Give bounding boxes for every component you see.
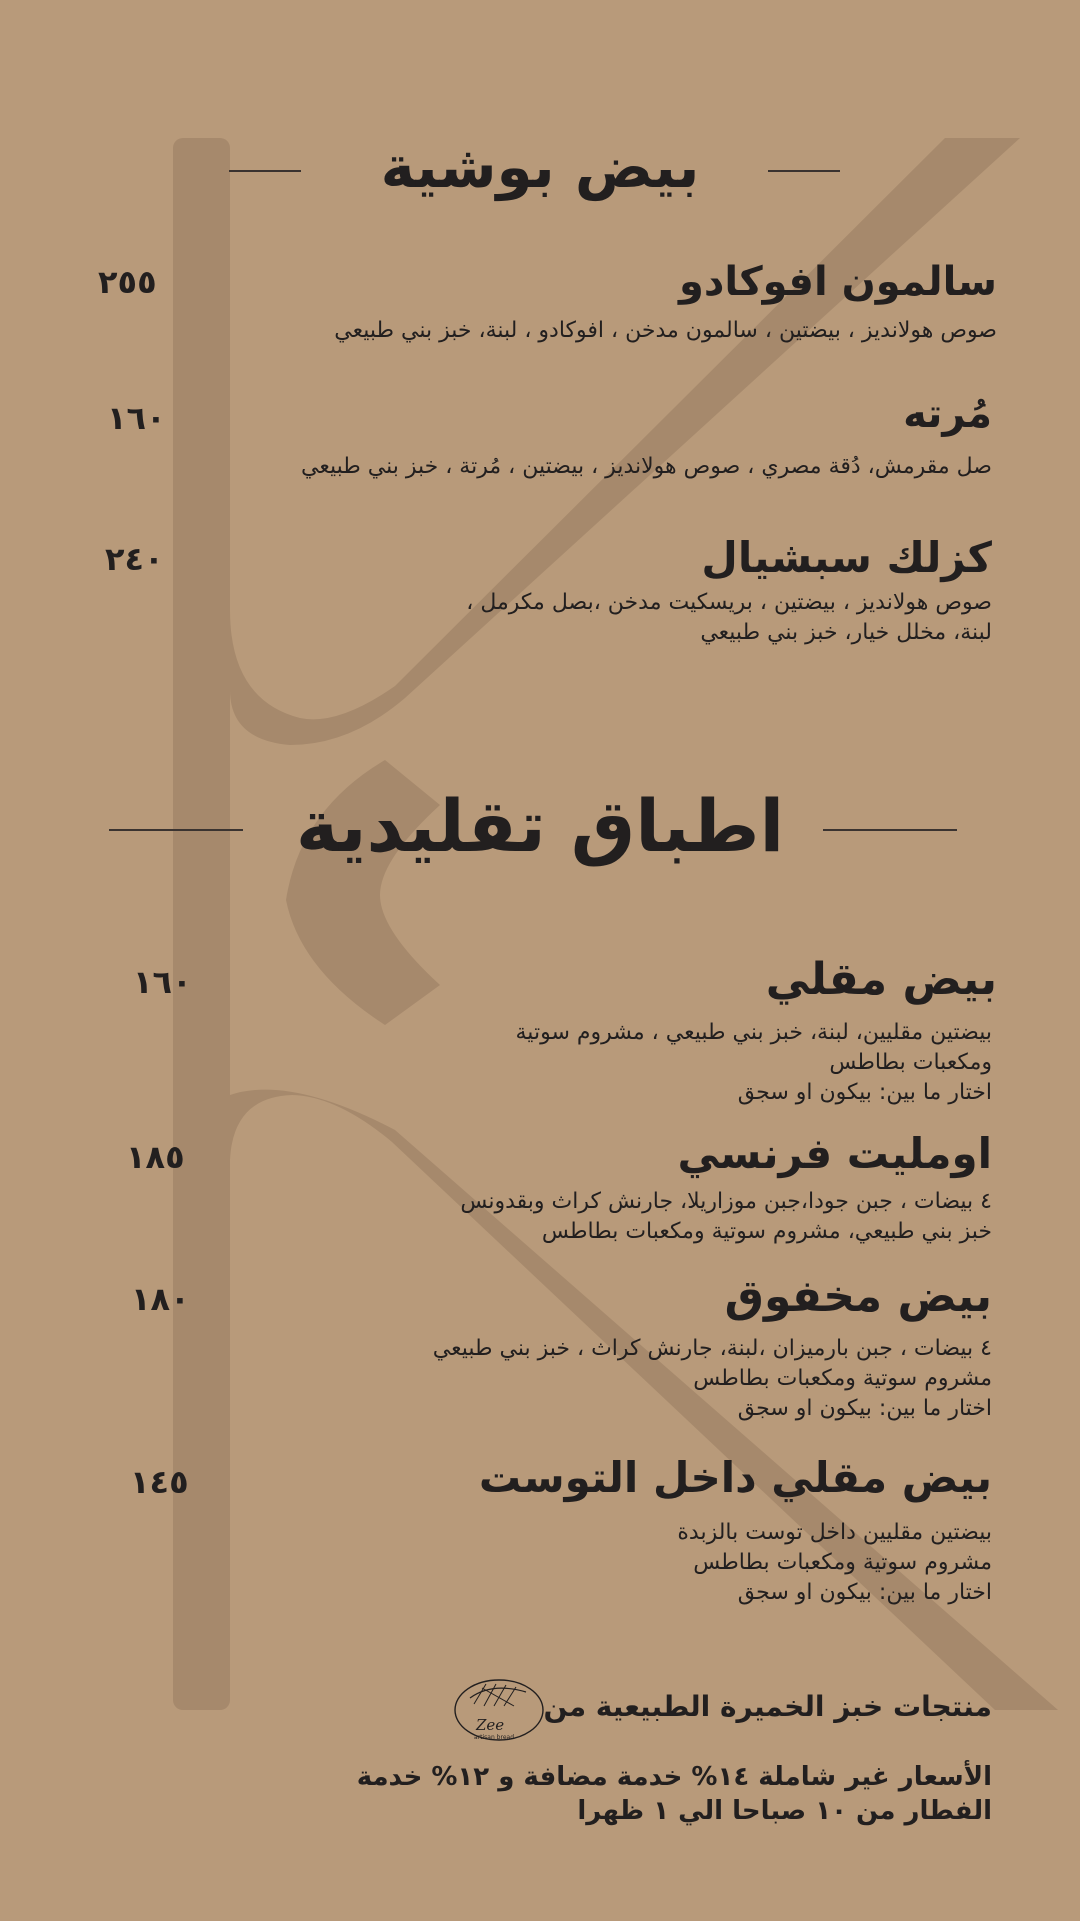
section1-title: بيض بوشية — [380, 133, 700, 201]
item-price: ٢٥٥ — [98, 263, 157, 301]
item-description: ٤ بيضات ، جبن بارميزان ،لبنة، جارنش كراث ، خبز بني طبيعي مشروم سوتية ومكعبات بطاطس اختار ما بين: بيكون او سجق — [432, 1336, 992, 1421]
item-description: بيضتين مقليين داخل توست بالزبدة مشروم سوتية ومكعبات بطاطس اختار ما بين: بيكون او سجق — [677, 1520, 992, 1605]
item-description: صل مقرمش، دُقة مصري ، صوص هولانديز ، بيضتين ، مُرتة ، خبز بني طبيعي — [301, 454, 992, 479]
item-description: بيضتين مقليين، لبنة، خبز بني طبيعي ، مشروم سوتية ومكعبات بطاطس اختار ما بين: بيكون او سجق — [515, 1020, 992, 1105]
natural-bread-note: منتجات خبز الخميرة الطبيعية من — [543, 1690, 992, 1723]
item-name: سالمون افوكادو — [679, 259, 997, 305]
svg-text:artisan bread: artisan bread — [474, 1734, 514, 1741]
item-name: بيض مقلي داخل التوست — [478, 1453, 992, 1502]
item-price: ١٦٠ — [133, 963, 192, 1001]
item-description: صوص هولانديز ، بيضتين ، بريسكيت مدخن ،بصل مكرمل ، لبنة، مخلل خيار، خبز بني طبيعي — [466, 590, 992, 645]
item-name: اومليت فرنسي — [677, 1129, 992, 1178]
item-price: ٢٤٠ — [105, 540, 164, 578]
item-price: ١٦٠ — [107, 399, 166, 437]
svg-text:Zee: Zee — [476, 1716, 505, 1734]
breakfast-hours-note: الفطار من ١٠ صباحا الي ١ ظهرا — [577, 1796, 992, 1826]
prices-service-note: الأسعار غير شاملة ١٤% خدمة مضافة و ١٢% خدمة — [356, 1762, 992, 1792]
item-name: بيض مقلي — [765, 954, 997, 1005]
item-price: ١٨٥ — [126, 1138, 185, 1176]
item-price: ١٤٥ — [130, 1463, 189, 1501]
item-name: كزلك سبشيال — [701, 533, 992, 582]
section2-title: اطباق تقليدية — [295, 784, 785, 868]
item-description: ٤ بيضات ، جبن جودا،جبن موزاريلا، جارنش كراث وبقدونس خبز بني طبيعي، مشروم سوتية ومكعبات بطاطس — [460, 1189, 992, 1244]
item-description: صوص هولانديز ، بيضتين ، سالمون مدخن ، افوكادو ، لبنة، خبز بني طبيعي — [334, 318, 997, 343]
item-price: ١٨٠ — [131, 1280, 190, 1318]
item-name: مُرته — [903, 391, 992, 437]
zee-bakery-logo — [452, 1676, 546, 1744]
item-name: بيض مخفوق — [724, 1271, 992, 1322]
